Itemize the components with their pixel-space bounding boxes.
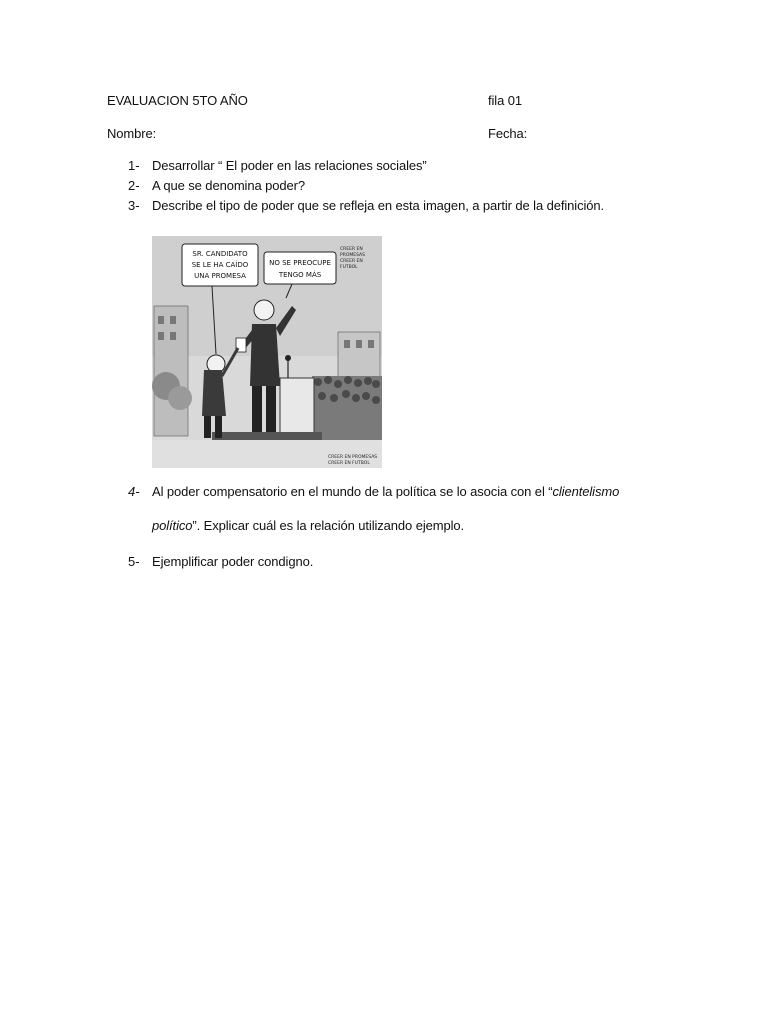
question-3-number: 3-: [128, 198, 140, 213]
nombre-label: Nombre:: [107, 126, 157, 141]
question-4-text-italic: clientelismo: [552, 484, 620, 499]
question-2-number: 2-: [128, 178, 140, 193]
bubble-right-line-2: TENGO MÁS: [278, 271, 322, 279]
sign-bottom-line-1: CREER EN PROMESAS: [328, 455, 378, 460]
bubble-right-line-1: NO SE PREOCUPE: [269, 259, 331, 267]
question-1-text: Desarrollar “ El poder en las relaciones sociales”: [152, 158, 427, 173]
sign-bottom-line-2: CREER EN FUTBOL: [328, 461, 370, 466]
sign-top-line-1: CREER EN: [340, 247, 363, 252]
sign-top-line-4: FUTBOL: [340, 265, 358, 270]
sign-top-line-2: PROMESAS: [340, 253, 365, 258]
question-2-text: A que se denomina poder?: [152, 178, 305, 193]
bubble-left-line-1: SR. CANDIDATO: [192, 250, 248, 258]
bubble-left-line-3: UNA PROMESA: [194, 272, 246, 280]
fila-label: fila 01: [488, 93, 522, 108]
question-4-text-line-1: [152, 484, 619, 499]
question-1-number: 1-: [128, 158, 140, 173]
question-4-number: 4-: [128, 484, 140, 499]
question-3-text: Describe el tipo de poder que se refleja en esta imagen, a partir de la definición.: [152, 198, 605, 213]
question-4-text-line-2: [152, 518, 464, 533]
question-4-text-b: ”. Explicar cuál es la relación utilizando ejemplo.: [192, 518, 465, 533]
bubble-left-line-2: SE LE HA CAÍDO: [191, 261, 249, 269]
fecha-label: Fecha:: [488, 126, 528, 141]
document-title: EVALUACION 5TO AÑO: [107, 93, 248, 108]
question-5-text: Ejemplificar poder condigno.: [152, 554, 314, 569]
question-4-text-a: Al poder compensatorio en el mundo de la política se lo asocia con el “: [152, 484, 553, 499]
political-cartoon-image: [152, 236, 382, 468]
question-4-text-italic-2: político: [152, 518, 193, 533]
question-5-number: 5-: [128, 554, 140, 569]
sign-top-line-3: CREER EN: [340, 259, 363, 264]
